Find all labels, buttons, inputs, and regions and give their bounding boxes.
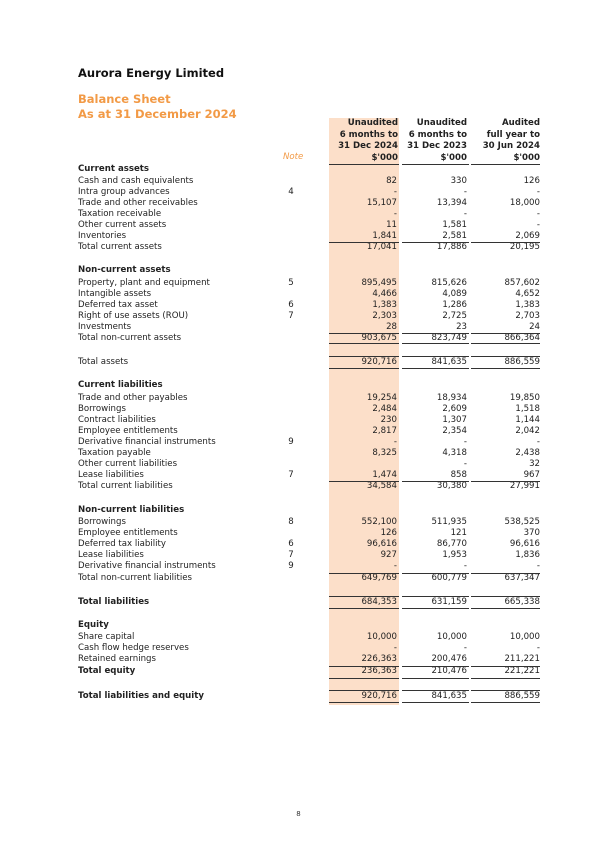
row-label: Intangible assets <box>78 289 152 299</box>
row-value: 895,495 <box>361 278 397 288</box>
header-line: 31 Dec 2024 <box>338 141 398 151</box>
table-row <box>78 311 540 322</box>
row-label: Total assets <box>78 357 129 367</box>
row-value: 857,602 <box>504 278 540 288</box>
table-row <box>78 470 540 481</box>
row-label: Total liabilities <box>78 597 150 607</box>
row-value: 8,325 <box>372 448 397 458</box>
row-label: Inventories <box>78 231 127 241</box>
row-value: 230 <box>380 415 397 425</box>
row-label: Contract liabilities <box>78 415 156 425</box>
row-value: - <box>536 220 540 230</box>
row-value: 4,089 <box>442 289 467 299</box>
section-heading-row <box>78 505 540 516</box>
row-value: 15,107 <box>366 198 397 208</box>
section-heading-row <box>78 620 540 631</box>
header-line: 30 Jun 2024 <box>482 141 540 151</box>
table-row <box>78 187 540 198</box>
row-label: Deferred tax liability <box>78 539 166 549</box>
row-value: 665,338 <box>504 597 540 607</box>
row-value: 637,347 <box>504 573 540 583</box>
header-line: 6 months to <box>408 129 467 140</box>
header-line: full year to <box>486 129 540 140</box>
row-label: Derivative financial instruments <box>78 437 216 447</box>
row-value: 1,383 <box>515 300 540 310</box>
row-value: 4,318 <box>442 448 467 458</box>
rule-line <box>329 333 399 334</box>
table-row <box>78 691 540 702</box>
row-label: Intra group advances <box>78 187 170 197</box>
row-label: Share capital <box>78 632 135 642</box>
table-row <box>78 176 540 187</box>
rule-line <box>402 368 469 369</box>
row-value: 903,675 <box>361 333 397 343</box>
row-label: Investments <box>78 322 132 332</box>
rule-line <box>402 164 469 165</box>
row-value: 552,100 <box>361 517 397 527</box>
rule-line <box>402 481 469 482</box>
rule-line <box>329 678 399 679</box>
row-value: - <box>393 643 397 653</box>
rule-line <box>402 678 469 679</box>
row-value: 511,935 <box>431 517 467 527</box>
row-value: 823,749 <box>431 333 467 343</box>
row-value: 2,042 <box>515 426 540 436</box>
header-line: 31 Dec 2023 <box>407 141 467 151</box>
row-value: 1,144 <box>515 415 540 425</box>
row-value: 841,635 <box>431 691 467 701</box>
row-value: 2,069 <box>515 231 540 241</box>
row-label: Non-current assets <box>78 265 171 275</box>
rule-line <box>471 678 540 679</box>
row-label: Cash and cash equivalents <box>78 176 194 186</box>
rule-line <box>402 596 469 597</box>
rule-line <box>329 481 399 482</box>
row-value: - <box>463 459 467 469</box>
table-row <box>78 654 540 665</box>
rule-line <box>471 573 540 574</box>
row-value: 210,476 <box>431 666 467 676</box>
row-note: 7 <box>288 550 294 560</box>
table-row <box>78 231 540 242</box>
table-row <box>78 597 540 608</box>
rule-line <box>329 666 399 667</box>
row-value: 2,817 <box>372 426 397 436</box>
note-column-header: Note <box>283 152 304 162</box>
column-header-full-year <box>460 118 540 164</box>
row-label: Total current liabilities <box>78 481 173 491</box>
row-value: 13,394 <box>436 198 467 208</box>
row-value: - <box>393 209 397 219</box>
row-value: - <box>393 561 397 571</box>
row-value: 18,934 <box>436 393 467 403</box>
row-value: 2,354 <box>442 426 467 436</box>
table-row <box>78 459 540 470</box>
row-label: Property, plant and equipment <box>78 278 210 288</box>
table-row <box>78 357 540 368</box>
column-header-prior-period <box>388 118 467 164</box>
row-label: Retained earnings <box>78 654 156 664</box>
rule-line <box>471 702 540 703</box>
row-value: 96,616 <box>366 539 397 549</box>
row-value: 1,286 <box>442 300 467 310</box>
row-value: 211,221 <box>504 654 540 664</box>
row-value: 200,476 <box>431 654 467 664</box>
row-value: 86,770 <box>436 539 467 549</box>
header-line: Unaudited <box>416 118 467 128</box>
row-label: Total equity <box>78 666 136 676</box>
rule-line <box>329 573 399 574</box>
row-note: 7 <box>288 470 294 480</box>
row-note: 5 <box>288 278 294 288</box>
rule-line <box>471 481 540 482</box>
table-row <box>78 528 540 539</box>
row-value: - <box>393 187 397 197</box>
rule-line <box>471 368 540 369</box>
row-value: - <box>463 187 467 197</box>
table-row <box>78 550 540 561</box>
row-value: 538,525 <box>504 517 540 527</box>
rule-line <box>471 666 540 667</box>
row-label: Employee entitlements <box>78 426 178 436</box>
table-row <box>78 322 540 333</box>
row-note: 9 <box>288 561 294 571</box>
table-row <box>78 448 540 459</box>
row-value: - <box>463 209 467 219</box>
row-value: 841,635 <box>431 357 467 367</box>
table-row <box>78 517 540 528</box>
rule-line <box>329 596 399 597</box>
table-row <box>78 209 540 220</box>
row-label: Taxation receivable <box>78 209 162 219</box>
table-row <box>78 220 540 231</box>
row-value: 1,383 <box>372 300 397 310</box>
row-note: 7 <box>288 311 294 321</box>
row-value: - <box>393 437 397 447</box>
rule-line <box>471 242 540 243</box>
row-value: 330 <box>450 176 467 186</box>
rule-line <box>329 164 399 165</box>
table-row <box>78 561 540 572</box>
row-label: Trade and other receivables <box>78 198 198 208</box>
table-row <box>78 393 540 404</box>
row-value: 600,779 <box>431 573 467 583</box>
row-value: 927 <box>380 550 397 560</box>
row-value: 2,303 <box>372 311 397 321</box>
rule-line <box>329 242 399 243</box>
rule-line <box>329 690 399 691</box>
row-value: 19,254 <box>366 393 397 403</box>
row-value: 920,716 <box>361 691 397 701</box>
row-value: 96,616 <box>509 539 540 549</box>
row-value: 1,518 <box>515 404 540 414</box>
row-label: Total non-current liabilities <box>78 573 192 583</box>
row-note: 8 <box>288 517 294 527</box>
row-value: 226,363 <box>361 654 397 664</box>
row-value: 236,363 <box>361 666 397 676</box>
row-value: 2,438 <box>515 448 540 458</box>
row-value: 886,559 <box>504 691 540 701</box>
row-label: Borrowings <box>78 404 126 414</box>
table-row <box>78 632 540 643</box>
row-label: Current assets <box>78 164 150 174</box>
row-label: Deferred tax asset <box>78 300 158 310</box>
header-line: Audited <box>502 118 540 128</box>
row-label: Other current assets <box>78 220 167 230</box>
row-value: 2,725 <box>442 311 467 321</box>
row-label: Other current liabilities <box>78 459 178 469</box>
row-value: - <box>463 643 467 653</box>
row-value: 1,307 <box>442 415 467 425</box>
rule-line <box>402 356 469 357</box>
table-row <box>78 481 540 492</box>
rule-line <box>329 608 399 609</box>
page-number: 8 <box>296 810 301 818</box>
table-row <box>78 289 540 300</box>
row-value: 10,000 <box>436 632 467 642</box>
table-row <box>78 415 540 426</box>
header-line: Unaudited <box>347 118 398 128</box>
table-row <box>78 300 540 311</box>
row-value: 34,584 <box>366 481 397 491</box>
statement-title: Balance Sheet <box>78 92 171 106</box>
table-row <box>78 278 540 289</box>
row-label: Lease liabilities <box>78 550 144 560</box>
row-value: 121 <box>450 528 467 538</box>
row-value: 4,466 <box>372 289 397 299</box>
row-value: - <box>536 643 540 653</box>
header-line: $'000 <box>440 152 467 163</box>
row-value: 20,195 <box>509 242 540 252</box>
section-heading-row <box>78 380 540 391</box>
rule-line <box>329 702 399 703</box>
row-value: 2,484 <box>372 404 397 414</box>
row-label: Lease liabilities <box>78 470 144 480</box>
rule-line <box>402 333 469 334</box>
rule-line <box>471 608 540 609</box>
row-value: - <box>463 437 467 447</box>
row-value: 967 <box>523 470 540 480</box>
row-value: 27,991 <box>509 481 540 491</box>
row-label: Current liabilities <box>78 380 163 390</box>
table-row <box>78 404 540 415</box>
row-value: 2,609 <box>442 404 467 414</box>
company-name: Aurora Energy Limited <box>78 66 225 80</box>
row-value: 2,703 <box>515 311 540 321</box>
row-label: Employee entitlements <box>78 528 178 538</box>
row-value: 32 <box>529 459 540 469</box>
row-value: 2,581 <box>442 231 467 241</box>
row-value: 631,159 <box>431 597 467 607</box>
row-label: Total liabilities and equity <box>78 691 204 701</box>
rule-line <box>329 356 399 357</box>
row-value: - <box>536 209 540 219</box>
column-header-current-period <box>317 118 398 164</box>
row-value: 1,836 <box>515 550 540 560</box>
row-value: 126 <box>380 528 397 538</box>
statement-date: As at 31 December 2024 <box>78 107 237 121</box>
table-row <box>78 242 540 253</box>
row-value: 4,652 <box>515 289 540 299</box>
rule-line <box>402 608 469 609</box>
row-value: - <box>536 187 540 197</box>
row-label: Equity <box>78 620 109 630</box>
rule-line <box>471 164 540 165</box>
row-label: Cash flow hedge reserves <box>78 643 189 653</box>
row-value: 23 <box>456 322 467 332</box>
table-row <box>78 437 540 448</box>
rule-line <box>329 343 399 344</box>
row-value: - <box>536 437 540 447</box>
rule-line <box>471 343 540 344</box>
row-value: 920,716 <box>361 357 397 367</box>
table-row <box>78 426 540 437</box>
row-value: 10,000 <box>366 632 397 642</box>
row-label: Taxation payable <box>78 448 151 458</box>
rule-line <box>402 690 469 691</box>
row-value: 1,474 <box>372 470 397 480</box>
table-row <box>78 643 540 654</box>
row-value: 17,041 <box>366 242 397 252</box>
row-value: 82 <box>386 176 397 186</box>
row-label: Derivative financial instruments <box>78 561 216 571</box>
header-line: 6 months to <box>339 129 398 140</box>
row-value: 24 <box>529 322 540 332</box>
row-note: 6 <box>288 539 294 549</box>
row-value: 17,886 <box>436 242 467 252</box>
row-note: 9 <box>288 437 294 447</box>
row-label: Borrowings <box>78 517 126 527</box>
rule-line <box>471 356 540 357</box>
row-value: - <box>536 561 540 571</box>
row-value: 19,850 <box>509 393 540 403</box>
row-value: 18,000 <box>509 198 540 208</box>
row-value: 684,353 <box>361 597 397 607</box>
row-value: - <box>463 561 467 571</box>
row-note: 4 <box>288 187 294 197</box>
rule-line <box>471 690 540 691</box>
row-value: 126 <box>523 176 540 186</box>
row-value: 1,841 <box>372 231 397 241</box>
row-label: Right of use assets (ROU) <box>78 311 189 321</box>
rule-line <box>402 573 469 574</box>
row-label: Total current assets <box>78 242 162 252</box>
row-value: 858 <box>450 470 467 480</box>
row-value: 30,380 <box>436 481 467 491</box>
rule-line <box>471 333 540 334</box>
row-value: 886,559 <box>504 357 540 367</box>
table-row <box>78 666 540 677</box>
table-row <box>78 573 540 584</box>
row-label: Trade and other payables <box>78 393 188 403</box>
rule-line <box>402 242 469 243</box>
row-value: 649,769 <box>361 573 397 583</box>
row-note: 6 <box>288 300 294 310</box>
rule-line <box>402 666 469 667</box>
rule-line <box>402 343 469 344</box>
row-value: 11 <box>386 220 397 230</box>
rule-line <box>402 702 469 703</box>
section-heading-row <box>78 164 540 175</box>
header-line: $'000 <box>513 152 540 163</box>
row-value: 1,953 <box>442 550 467 560</box>
row-value: 866,364 <box>504 333 540 343</box>
rule-line <box>471 596 540 597</box>
row-value: 370 <box>523 528 540 538</box>
row-value: 10,000 <box>509 632 540 642</box>
row-label: Total non-current assets <box>78 333 182 343</box>
table-row <box>78 539 540 550</box>
section-heading-row <box>78 265 540 276</box>
row-label: Non-current liabilities <box>78 505 185 515</box>
row-value: 28 <box>386 322 397 332</box>
row-value: 815,626 <box>431 278 467 288</box>
row-value: 221,221 <box>504 666 540 676</box>
row-value: 1,581 <box>442 220 467 230</box>
rule-line <box>329 368 399 369</box>
header-line: $'000 <box>371 152 398 163</box>
table-row <box>78 198 540 209</box>
